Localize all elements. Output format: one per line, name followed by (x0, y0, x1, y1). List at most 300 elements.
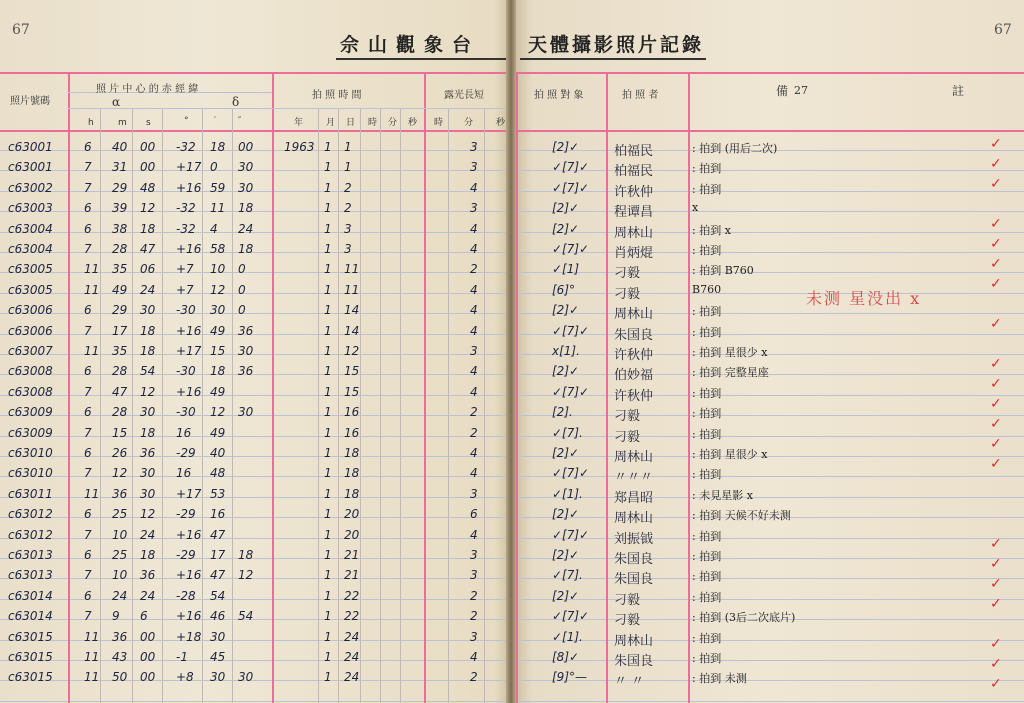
ra-seconds: 47 (140, 242, 156, 256)
row-rule (516, 558, 1024, 559)
target-field: [2]✓ (552, 303, 580, 318)
dec-degrees: -1 (176, 650, 188, 664)
unit-h: h (88, 118, 94, 128)
observer-name: 刁毅 (614, 286, 641, 302)
dec-arcmin: 49 (210, 323, 226, 338)
unit-exp-sec: 秒 (496, 118, 506, 128)
obs-day: 14 (344, 323, 360, 338)
ra-seconds: 24 (140, 527, 156, 542)
ra-hours: 7 (84, 323, 92, 338)
row-rule (516, 538, 1024, 539)
plate-id: c63012 (8, 507, 53, 522)
row-rule (0, 456, 506, 457)
exposure-minutes: 4 (470, 303, 478, 318)
time-subheader-rule (272, 108, 506, 109)
dec-degrees: +16 (176, 568, 202, 583)
ra-seconds: 18 (140, 221, 156, 236)
row-rule (516, 272, 1024, 273)
row-rule (516, 415, 1024, 416)
ra-hours: 6 (84, 548, 92, 562)
sub-column-rule (202, 108, 203, 703)
ra-hours: 6 (84, 507, 92, 522)
unit-s: s (146, 118, 151, 128)
target-field: [2]✓ (552, 446, 580, 460)
plate-id: c63008 (8, 384, 53, 399)
observer-name: 程谭昌 (614, 205, 654, 221)
ra-seconds: 24 (140, 588, 156, 603)
sub-column-rule (448, 108, 449, 703)
ra-seconds: 12 (140, 201, 156, 216)
dec-arcsec: 36 (238, 323, 254, 338)
exposure-minutes: 3 (470, 548, 478, 562)
obs-day: 18 (344, 486, 360, 501)
obs-day: 1 (344, 140, 352, 154)
ra-minutes: 15 (112, 425, 128, 440)
observer-name: 刘振钺 (614, 531, 654, 547)
header-object: 拍 照 對 象 (534, 90, 584, 101)
target-field: [2]. (552, 405, 573, 420)
ra-minutes: 36 (112, 486, 128, 501)
dec-degrees: +17 (176, 486, 202, 501)
dec-degrees: +7 (176, 282, 194, 297)
target-field: [2]✓ (552, 140, 580, 154)
ra-hours: 6 (84, 140, 92, 154)
observer-name: 朱国良 (614, 572, 654, 588)
obs-month: 1 (324, 507, 332, 522)
plate-id: c63007 (8, 344, 53, 358)
ra-seconds: 18 (140, 344, 156, 358)
obs-month: 1 (324, 568, 332, 583)
obs-day: 12 (344, 344, 360, 358)
ra-hours: 11 (84, 650, 100, 664)
remark: : 拍到 (692, 590, 722, 604)
obs-month: 1 (324, 588, 332, 603)
obs-day: 21 (344, 548, 360, 562)
row-rule (516, 640, 1024, 641)
obs-day: 14 (344, 303, 360, 318)
dec-arcmin: 47 (210, 527, 226, 542)
header-plate-id: 照片號碼 (10, 96, 50, 107)
obs-day: 1 (344, 160, 352, 175)
ra-minutes: 29 (112, 303, 128, 318)
exposure-minutes: 3 (470, 344, 478, 358)
header-alpha: α (112, 95, 121, 109)
ra-seconds: 36 (140, 446, 156, 460)
dec-degrees: -28 (176, 588, 196, 603)
exposure-minutes: 4 (470, 384, 478, 399)
remark: : 拍到 (3后二次底片) (692, 611, 796, 625)
obs-day: 16 (344, 425, 360, 440)
target-field: ✓[7]✓ (552, 242, 590, 256)
ra-hours: 6 (84, 303, 92, 318)
unit-second: 秒 (408, 118, 418, 128)
ra-minutes: 40 (112, 140, 128, 154)
ra-minutes: 49 (112, 282, 128, 297)
exposure-minutes: 4 (470, 180, 478, 195)
ra-hours: 11 (84, 486, 100, 501)
unit-exp-min: 分 (464, 118, 474, 128)
observer-name: 许秋仲 (614, 348, 654, 363)
ra-hours: 7 (84, 180, 92, 195)
header-rule-right (516, 72, 1024, 74)
sub-column-rule (100, 108, 101, 703)
dec-arcmin: 49 (210, 384, 226, 399)
row-rule (516, 456, 1024, 457)
dec-degrees: +16 (176, 609, 202, 624)
dec-arcsec: 0 (238, 282, 246, 297)
plate-id: c63015 (8, 650, 53, 664)
obs-day: 22 (344, 609, 360, 624)
remark: : 未見星影 x (692, 488, 753, 502)
target-field: [2]✓ (552, 201, 580, 216)
red-check-mark: ✓ (990, 236, 1002, 252)
obs-month: 1 (324, 140, 332, 154)
ra-minutes: 35 (112, 262, 128, 277)
row-rule (0, 599, 506, 600)
plate-id: c63015 (8, 670, 53, 685)
obs-day: 2 (344, 180, 352, 195)
dec-arcmin: 49 (210, 425, 226, 440)
book-gutter (506, 0, 516, 703)
obs-day: 16 (344, 405, 360, 420)
header-center-coords: 照 片 中 心 的 赤 經 緯 (96, 84, 199, 95)
ra-minutes: 26 (112, 446, 128, 460)
record-title: 天體攝影照片記錄 (528, 34, 705, 56)
ra-minutes: 28 (112, 242, 128, 256)
observer-name: 柏福民 (614, 144, 654, 159)
obs-day: 20 (344, 527, 360, 542)
ra-seconds: 00 (140, 670, 156, 685)
plate-id: c63011 (8, 486, 53, 501)
plate-id: c63006 (8, 323, 53, 338)
observer-name: 刁毅 (614, 266, 641, 282)
plate-id: c63010 (8, 466, 53, 481)
obs-month: 1 (324, 629, 332, 644)
remark: x (692, 201, 699, 215)
obs-month: 1 (324, 242, 332, 256)
obs-month: 1 (324, 670, 332, 685)
ra-minutes: 10 (112, 568, 128, 583)
dec-arcmin: 30 (210, 670, 226, 685)
observer-name: 许秋仲 (614, 388, 654, 404)
exposure-minutes: 3 (470, 486, 478, 501)
exposure-minutes: 4 (470, 650, 478, 664)
ra-seconds: 54 (140, 364, 156, 379)
dec-arcsec: 30 (238, 160, 254, 175)
remark: : 拍到 (692, 244, 722, 257)
obs-day: 2 (344, 201, 352, 216)
target-field: [2]✓ (552, 221, 580, 236)
red-check-mark: ✓ (990, 156, 1002, 172)
plate-id: c63014 (8, 609, 53, 624)
obs-month: 1 (324, 344, 332, 358)
dec-degrees: 16 (176, 466, 192, 481)
ra-seconds: 30 (140, 466, 156, 481)
exposure-minutes: 6 (470, 507, 478, 522)
ra-seconds: 00 (140, 650, 156, 664)
target-field: ✓[7]✓ (552, 160, 590, 175)
dec-arcsec: 18 (238, 548, 254, 562)
dec-arcsec: 54 (238, 609, 254, 624)
column-rule (688, 72, 690, 703)
ra-seconds: 48 (140, 180, 156, 195)
ra-minutes: 9 (112, 609, 120, 624)
remark: : 拍到 (692, 427, 722, 441)
row-rule (0, 395, 506, 396)
ra-minutes: 38 (112, 221, 128, 236)
header-rule-left (0, 72, 506, 74)
title-underline-left (336, 58, 506, 60)
ra-hours: 6 (84, 405, 92, 420)
dec-arcsec: 30 (238, 344, 254, 358)
dec-degrees: +16 (176, 323, 202, 338)
header-remarks-a: 備 (776, 84, 789, 98)
dec-arcmin: 30 (210, 629, 226, 644)
row-rule (516, 211, 1024, 212)
ra-seconds: 18 (140, 425, 156, 440)
plate-id: c63004 (8, 242, 53, 256)
column-rule (272, 72, 274, 703)
dec-degrees: +16 (176, 242, 202, 256)
plate-id: c63006 (8, 303, 53, 318)
red-check-mark: ✓ (990, 636, 1002, 652)
target-field: ✓[7]. (552, 568, 583, 583)
remark: : 拍到 (692, 550, 722, 563)
ra-seconds: 30 (140, 405, 156, 420)
observer-name: 〃〃〃 (614, 470, 654, 486)
plate-id: c63013 (8, 548, 53, 562)
dec-arcsec: 0 (238, 262, 246, 277)
dec-arcmin: 59 (210, 180, 226, 195)
remark: : 拍到 完整星座 (692, 366, 769, 380)
ra-seconds: 06 (140, 262, 156, 277)
target-field: [8]✓ (552, 650, 580, 664)
dec-degrees: +17 (176, 160, 202, 175)
page-number-left: 67 (12, 22, 30, 38)
plate-id: c63015 (8, 629, 53, 644)
target-field: [6]° (552, 282, 575, 297)
obs-year: 1963 (284, 140, 315, 154)
ra-seconds: 6 (140, 609, 148, 624)
sub-column-rule (338, 108, 339, 703)
ra-hours: 11 (84, 670, 100, 685)
column-rule (606, 72, 608, 703)
ra-minutes: 47 (112, 384, 128, 399)
obs-month: 1 (324, 221, 332, 236)
dec-arcsec: 24 (238, 221, 254, 236)
obs-month: 1 (324, 548, 332, 562)
plate-id: c63008 (8, 364, 53, 379)
observer-name: 周林山 (614, 511, 654, 527)
ra-hours: 7 (84, 242, 92, 256)
ra-minutes: 12 (112, 466, 128, 481)
ra-hours: 11 (84, 262, 100, 277)
dec-arcmin: 18 (210, 364, 226, 379)
observer-name: 刁毅 (614, 592, 641, 608)
observer-name: 刁毅 (614, 429, 641, 445)
header-remarks-c: 註 (952, 84, 965, 98)
ra-hours: 6 (84, 446, 92, 460)
row-rule (0, 313, 506, 314)
exposure-minutes: 3 (470, 140, 478, 154)
dec-arcmin: 30 (210, 303, 226, 318)
exposure-minutes: 3 (470, 568, 478, 583)
row-rule (0, 660, 506, 661)
dec-degrees: +16 (176, 180, 202, 195)
remark: B760 (692, 282, 722, 296)
plate-id: c63004 (8, 221, 53, 236)
remark: : 拍到 (692, 652, 722, 665)
obs-day: 24 (344, 650, 360, 664)
column-rule (68, 72, 70, 703)
ra-hours: 6 (84, 364, 92, 379)
obs-month: 1 (324, 650, 332, 664)
plate-id: c63012 (8, 527, 53, 542)
obs-month: 1 (324, 303, 332, 318)
row-rule (516, 497, 1024, 498)
plate-id: c63001 (8, 160, 53, 175)
ra-hours: 11 (84, 282, 100, 297)
plate-id: c63001 (8, 140, 53, 154)
dec-arcmin: 12 (210, 282, 226, 297)
observer-name: 郑昌昭 (614, 490, 654, 506)
row-rule (0, 701, 506, 702)
dec-arcmin: 40 (210, 446, 226, 460)
dec-degrees: +16 (176, 527, 202, 542)
obs-month: 1 (324, 262, 332, 277)
ra-seconds: 36 (140, 568, 156, 583)
row-rule (516, 354, 1024, 355)
remark: : 拍到 B760 (692, 264, 754, 278)
row-rule (0, 293, 506, 294)
dec-arcmin: 18 (210, 140, 226, 154)
remark: : 拍到 (692, 529, 722, 543)
obs-month: 1 (324, 384, 332, 399)
dec-arcmin: 11 (210, 201, 226, 216)
sub-column-rule (232, 108, 233, 703)
obs-month: 1 (324, 446, 332, 460)
remark: : 拍到 (692, 325, 722, 339)
dec-degrees: -30 (176, 303, 196, 318)
ra-minutes: 25 (112, 548, 128, 562)
header-time: 拍 照 時 間 (312, 90, 362, 101)
exposure-minutes: 4 (470, 242, 478, 256)
red-check-mark: ✓ (990, 596, 1002, 612)
row-rule (0, 517, 506, 518)
observer-name: 柏福民 (614, 164, 654, 180)
remark: : 拍到 (用后二次) (692, 142, 778, 155)
exposure-minutes: 2 (470, 262, 478, 277)
observer-name: 刁毅 (614, 409, 641, 425)
exposure-minutes: 4 (470, 364, 478, 379)
ra-seconds: 00 (140, 629, 156, 644)
remark: : 拍到 (692, 631, 722, 645)
target-field: [2]✓ (552, 364, 580, 379)
row-rule (516, 293, 1024, 294)
unit-year: 年 (294, 118, 304, 128)
target-field: ✓[7]✓ (552, 609, 590, 624)
title-underline-right (520, 58, 706, 60)
ra-hours: 11 (84, 344, 100, 358)
obs-month: 1 (324, 160, 332, 175)
ra-seconds: 12 (140, 507, 156, 522)
row-rule (0, 476, 506, 477)
header-delta: δ (232, 95, 240, 109)
ra-minutes: 17 (112, 323, 128, 338)
exposure-minutes: 2 (470, 425, 478, 440)
page-number-right: 67 (994, 22, 1012, 38)
obs-day: 15 (344, 384, 360, 399)
dec-arcmin: 46 (210, 609, 226, 624)
dec-degrees: -29 (176, 507, 196, 522)
dec-arcmin: 16 (210, 507, 226, 522)
sub-column-rule (380, 108, 381, 703)
dec-degrees: -32 (176, 201, 196, 216)
dec-arcmin: 54 (210, 588, 226, 603)
dec-arcmin: 58 (210, 242, 226, 256)
red-check-mark: ✓ (990, 556, 1002, 572)
ra-hours: 7 (84, 609, 92, 624)
target-field: [9]°— (552, 670, 587, 685)
exposure-minutes: 4 (470, 466, 478, 481)
ra-hours: 6 (84, 588, 92, 603)
red-check-mark: ✓ (990, 456, 1002, 472)
row-rule (0, 436, 506, 437)
dec-degrees: -32 (176, 140, 196, 154)
remark: : 拍到 (692, 182, 722, 196)
obs-month: 1 (324, 323, 332, 338)
column-rule (516, 72, 518, 703)
target-field: [2]✓ (552, 588, 580, 603)
dec-degrees: +7 (176, 262, 194, 277)
obs-month: 1 (324, 201, 332, 216)
exposure-minutes: 4 (470, 446, 478, 460)
sub-column-rule (400, 108, 401, 703)
ra-seconds: 00 (140, 160, 156, 175)
sub-column-rule (318, 108, 319, 703)
ra-hours: 7 (84, 384, 92, 399)
observatory-title: 佘山觀象台 (340, 34, 481, 56)
remark: : 拍到 未测 (692, 672, 747, 686)
left-page (0, 0, 510, 703)
header-remarks-b: 27 (794, 84, 808, 97)
dec-arcsec: 30 (238, 670, 254, 685)
red-check-mark: ✓ (990, 176, 1002, 192)
obs-day: 22 (344, 588, 360, 603)
row-rule (516, 476, 1024, 477)
remark: : 拍到 (692, 162, 722, 176)
dec-degrees: -32 (176, 221, 196, 236)
ra-minutes: 28 (112, 405, 128, 420)
coord-subheader-rule (68, 108, 272, 109)
observer-name: 周林山 (614, 450, 654, 465)
obs-month: 1 (324, 609, 332, 624)
target-field: [2]✓ (552, 507, 580, 522)
red-check-mark: ✓ (990, 656, 1002, 672)
ra-seconds: 30 (140, 486, 156, 501)
dec-arcmin: 47 (210, 568, 226, 583)
sub-column-rule (132, 108, 133, 703)
dec-arcsec: 30 (238, 180, 254, 195)
dec-arcmin: 17 (210, 548, 226, 562)
ra-minutes: 24 (112, 588, 128, 603)
ra-minutes: 25 (112, 507, 128, 522)
row-rule (516, 660, 1024, 661)
observer-name: 伯妙福 (614, 368, 654, 384)
row-rule (516, 578, 1024, 579)
row-rule (516, 436, 1024, 437)
dec-arcsec: 30 (238, 405, 254, 420)
